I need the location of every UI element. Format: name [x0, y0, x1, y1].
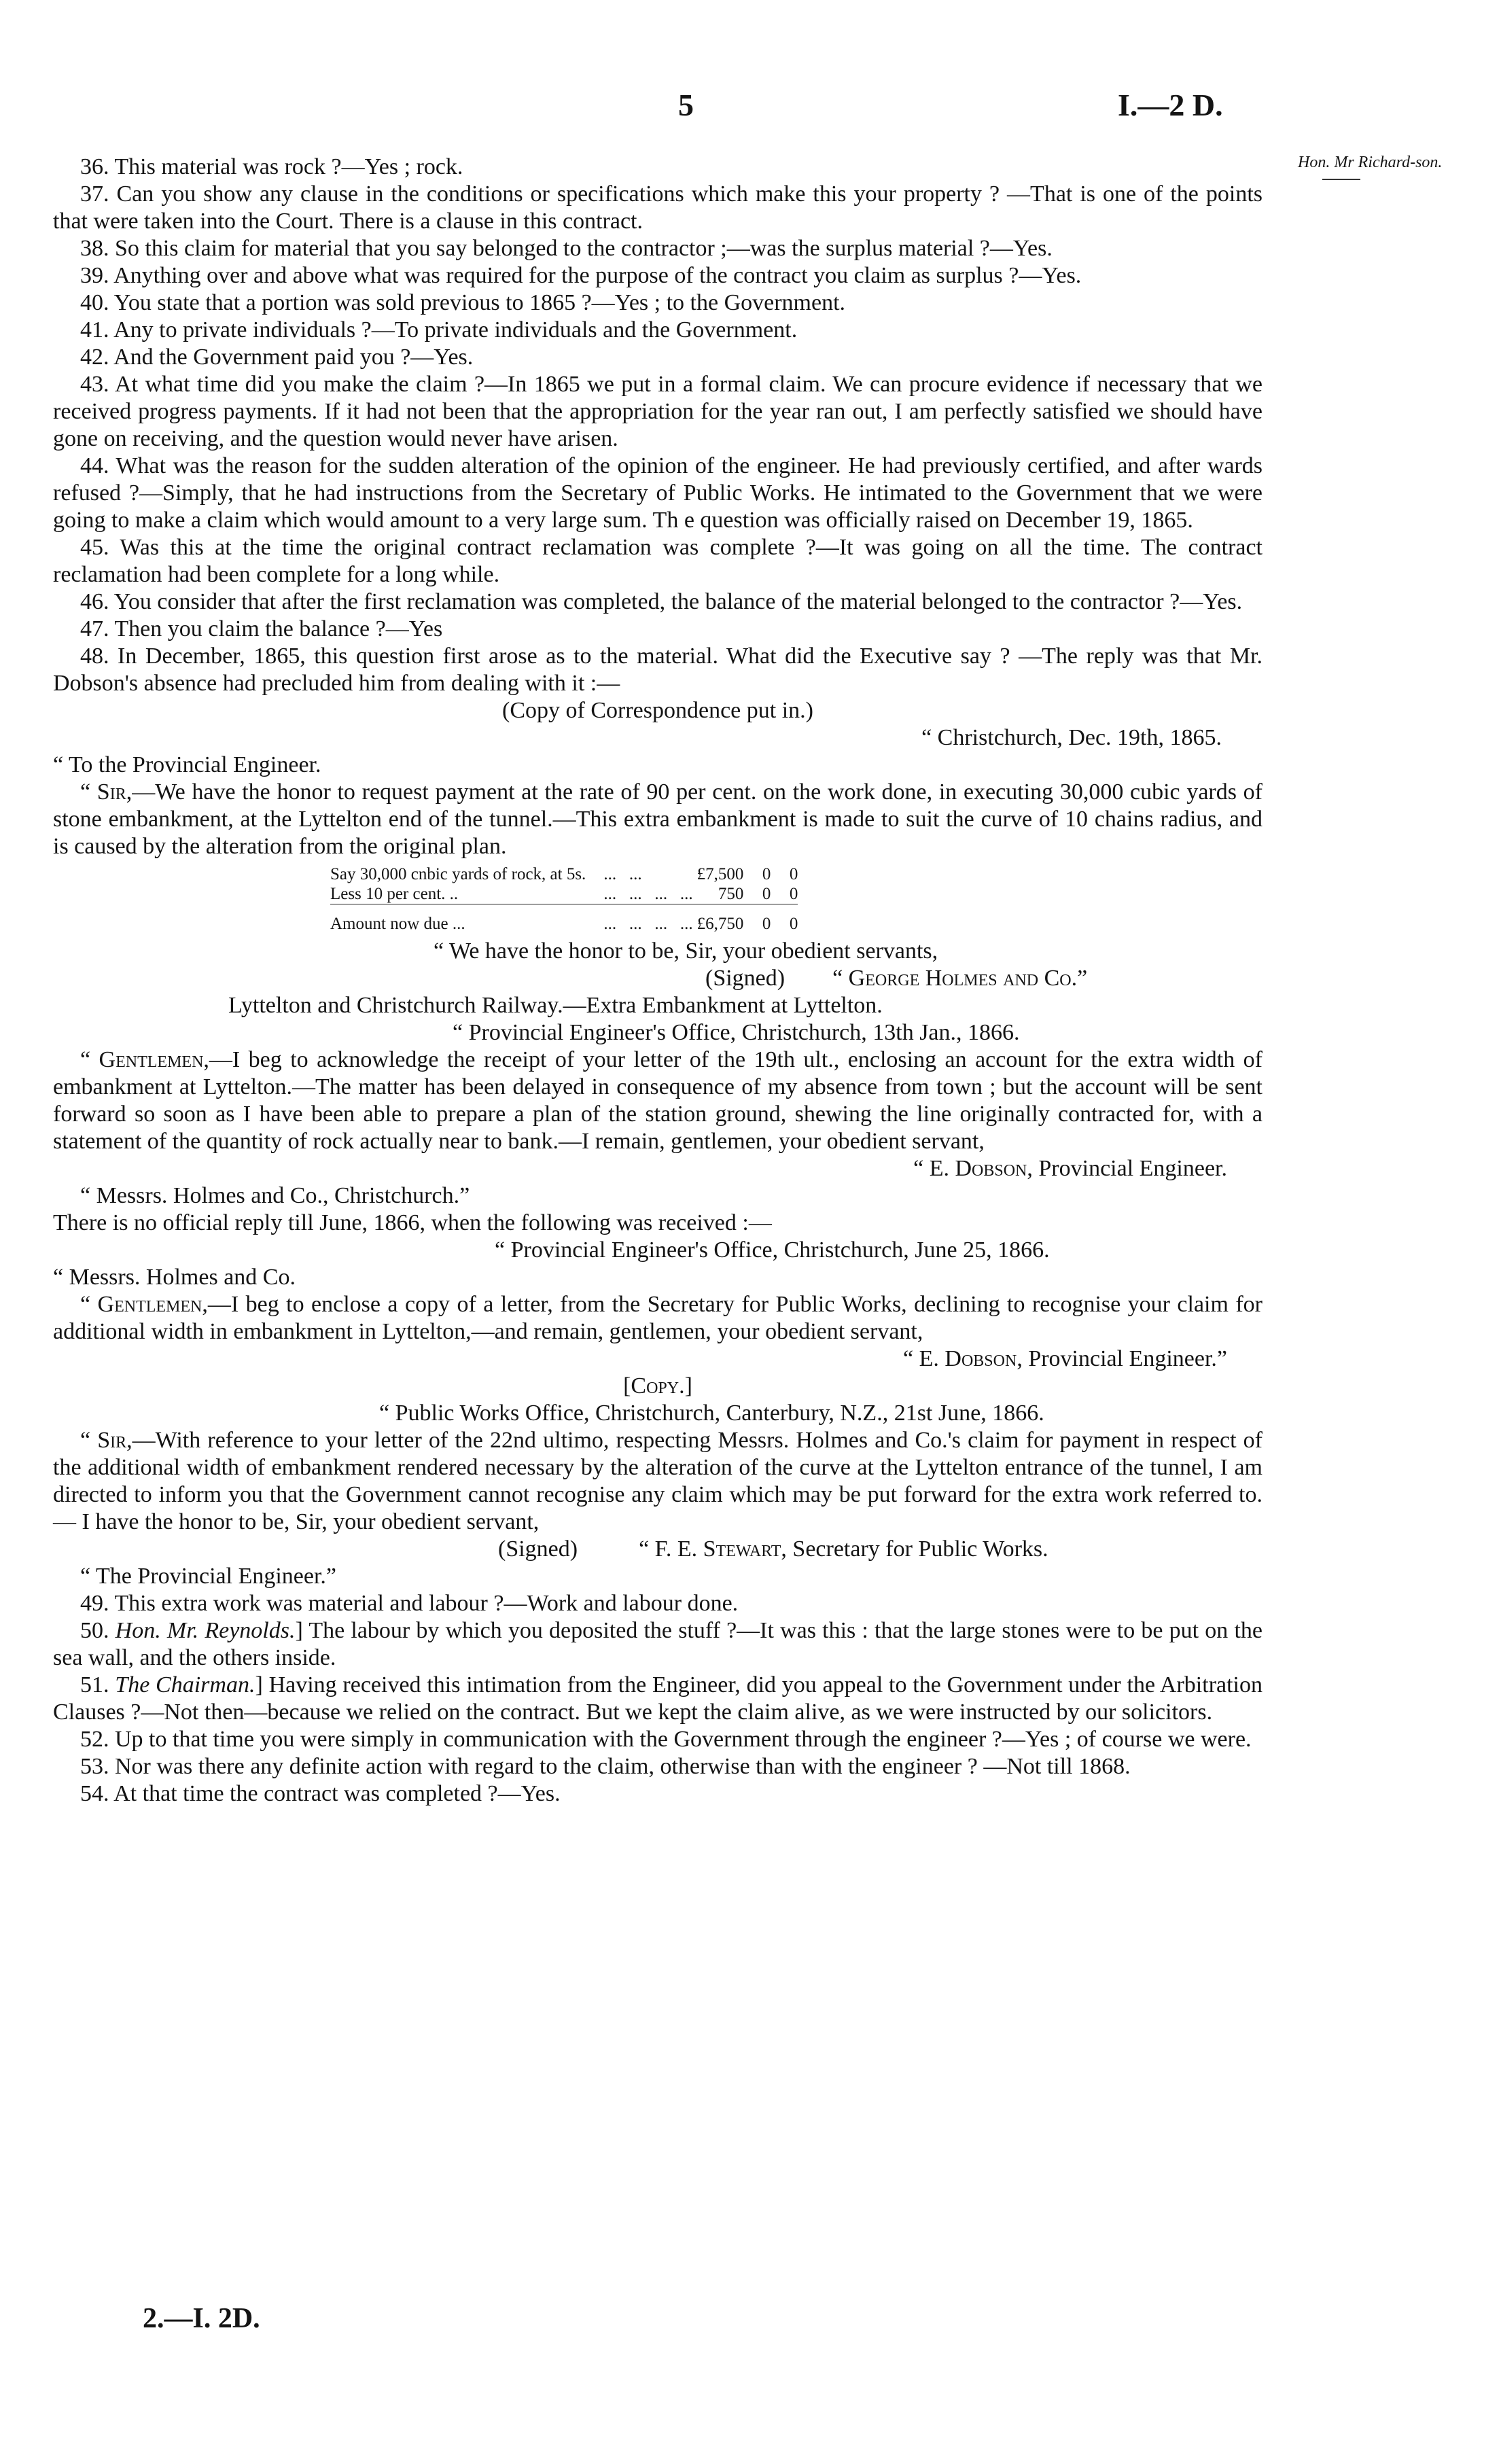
letter3-date: “ Provincial Engineer's Office, Christchurch, June 25, 1866. — [495, 1237, 1050, 1263]
account-shillings: 0 — [762, 915, 771, 933]
page-number: 5 — [678, 88, 694, 122]
letter4-signed: (Signed) — [498, 1536, 578, 1562]
letter1-signatory: “ George Holmes and Co.” — [832, 966, 1088, 991]
q50-speaker: Hon. Mr. Reynolds. — [115, 1618, 296, 1643]
account-label: Say 30,000 cnbic yards of rock, at 5s. — [330, 865, 586, 883]
paragraph-q52: 52. Up to that time you were simply in communication with the Government through the engineer ?—Yes ; of course we were. — [80, 1727, 1252, 1752]
paragraph-q53: 53. Nor was there any definite action with regard to the claim, otherwise than with the engineer ? —Not till 1868. — [80, 1754, 1131, 1779]
letter4-signature — [53, 1536, 1262, 1563]
account-dots: ... ... ... ... — [603, 885, 693, 903]
interlude-text: There is no official reply till June, 1866, when the following was received :— — [53, 1210, 772, 1235]
paragraph-q45: 45. Was this at the time the original contract reclamation was complete ?—It was going on all the time. The contract reclamation had been complete for a long while. — [53, 535, 1262, 587]
letter4-sig-title: , Secretary for Public Works. — [781, 1536, 1048, 1562]
q51-number: 51. — [80, 1672, 116, 1697]
account-dots: ... ... — [603, 865, 642, 883]
q50-number: 50. — [80, 1618, 116, 1643]
letter2-addressee: “ Messrs. Holmes and Co., Christchurch.” — [80, 1183, 470, 1208]
letter3-sig-name: Dobson — [944, 1346, 1017, 1371]
margin-note-text: Hon. Mr Richard-son. — [1298, 154, 1443, 171]
letter3-addressee: “ Messrs. Holmes and Co. — [53, 1265, 296, 1290]
document-reference: I.—2 D. — [1118, 88, 1223, 122]
letter1-signed: (Signed) — [705, 966, 785, 991]
margin-note — [1298, 153, 1468, 180]
account-row — [330, 864, 798, 884]
letter3-body — [53, 1291, 1262, 1345]
paragraph-q54: 54. At that time the contract was completed ?—Yes. — [80, 1781, 561, 1806]
account-row — [330, 884, 798, 904]
account-pounds: £6,750 — [696, 915, 744, 933]
letter3-body-text: —I beg to enclose a copy of a letter, from the Secretary for Public Works, declining to recognise your claim for additional width in embankment in Lyttelton,—and remain, gentlemen, your obedient servant, — [53, 1292, 1262, 1344]
paragraph-q40: 40. You state that a portion was sold previous to 1865 ?—Yes ; to the Government. — [80, 290, 846, 315]
letter2-salutation: “ Gentlemen, — [80, 1047, 209, 1072]
letter2-body-text: —I beg to acknowledge the receipt of your letter of the 19th ult., enclosing an account for the extra width of embankment at Lyttelton.—The matter has been delayed in consequence of my absence from town ; but the account will be sent forward so soon as I have been able to prepare a plan of the station ground, shewing the line originally contracted for, with a statement of the quantity of rock actually near to bank.—I remain, gentlemen, your obedient servant, — [53, 1047, 1262, 1154]
paragraph-q51 — [53, 1672, 1262, 1726]
letter2-sig-prefix: “ E. — [913, 1156, 955, 1181]
account-total-row — [330, 914, 798, 934]
paragraph-q42: 42. And the Government paid you ?—Yes. — [80, 345, 474, 370]
letter2-sig-title: , Provincial Engineer. — [1027, 1156, 1227, 1181]
copy-marker: [Copy.] — [623, 1373, 692, 1398]
account-table — [330, 864, 798, 934]
letter1-body-text: —We have the honor to request payment at the rate of 90 per cent. on the work done, in executing 30,000 cubic yards of stone embankment, at the Lyttelton end of the tunnel.—This extra embankment is made to suit the curve of 10 chains radius, and is caused by the alteration from the original plan. — [53, 779, 1262, 859]
letter4-sig-prefix: “ F. E. — [639, 1536, 703, 1562]
letter3-signature — [53, 1345, 1262, 1373]
q51-text: ] Having received this intimation from the Engineer, did you appeal to the Government under the Arbitration Clauses ?—Not then—because we relied on the contract. But we kept the claim alive, as we were instructed by our solicitors. — [53, 1672, 1262, 1725]
paragraph-q36: 36. This material was rock ?—Yes ; rock. — [80, 154, 463, 179]
signature-mark: 2.—I. 2D. — [143, 2303, 260, 2334]
account-pounds: 750 — [718, 885, 744, 903]
letter4-body-text: —With reference to your letter of the 22nd ultimo, respecting Messrs. Holmes and Co.'s claim for payment in respect of the additional width of embankment rendered necessary by the alteration of the curve at the Lyttelton entrance of the tunnel, I am directed to inform you that the Government cannot recognise any claim which may be put forward for the extra work referred to.— I have the honor to be, Sir, your obedient servant, — [53, 1428, 1263, 1534]
account-label: Less 10 per cent. .. — [330, 885, 459, 903]
letter4-date: “ Public Works Office, Christchurch, Canterbury, N.Z., 21st June, 1866. — [379, 1401, 1044, 1426]
paragraph-q44: 44. What was the reason for the sudden alteration of the opinion of the engineer. He had previously certified, and after wards refused ?—Simply, that he had instructions from the Secretary of Public Works. He intimated to the Government that we were going to make a claim which would amount to a very large sum. Th e question was officially raised on December 19, 1865. — [53, 453, 1262, 533]
letter4-body — [53, 1427, 1262, 1536]
letter3-sig-title: , Provincial Engineer.” — [1017, 1346, 1227, 1371]
letter1-closing: “ We have the honor to be, Sir, your obedient servants, — [434, 938, 938, 964]
paragraph-q43: 43. At what time did you make the claim ?—In 1865 we put in a formal claim. We can procure evidence if necessary that we received progress payments. If it had not been that the appropriation for the year ran out, I am perfectly satisfied we should have gone on receiving, and the question would never have arisen. — [53, 372, 1262, 451]
account-shillings: 0 — [762, 885, 771, 903]
letter1-signature — [53, 965, 1262, 992]
letter2-body — [53, 1046, 1262, 1155]
margin-rule — [1322, 179, 1360, 180]
letter4-salutation: “ Sir, — [80, 1428, 133, 1453]
paragraph-q39: 39. Anything over and above what was required for the purpose of the contract you claim as surplus ?—Yes. — [80, 263, 1082, 288]
letter3-sig-prefix: “ E. — [903, 1346, 945, 1371]
account-label: Amount now due ... — [330, 915, 465, 933]
account-shillings: 0 — [762, 865, 771, 883]
paragraph-q47: 47. Then you claim the balance ?—Yes — [80, 616, 443, 641]
paragraph-q49: 49. This extra work was material and labour ?—Work and labour done. — [80, 1591, 739, 1616]
account-dots: ... ... ... ... — [603, 915, 693, 933]
q51-speaker: The Chairman. — [115, 1672, 255, 1697]
account-pence: 0 — [789, 885, 798, 903]
letter2-signature — [53, 1155, 1262, 1182]
paragraph-q41: 41. Any to private individuals ?—To private individuals and the Government. — [80, 317, 798, 342]
account-rule-row — [330, 904, 798, 915]
letter1-body — [53, 779, 1262, 860]
letter4-sig-name: Stewart — [703, 1536, 781, 1562]
letter2-date: “ Provincial Engineer's Office, Christchurch, 13th Jan., 1866. — [453, 1020, 1020, 1045]
letter3-salutation: “ Gentlemen, — [80, 1292, 208, 1317]
letter2-sig-name: Dobson — [955, 1156, 1027, 1181]
account-pence: 0 — [789, 915, 798, 933]
letter2-heading: Lyttelton and Christchurch Railway.—Extra Embankment at Lyttelton. — [228, 993, 883, 1018]
account-pence: 0 — [789, 865, 798, 883]
letter1-salutation: “ Sir, — [80, 779, 133, 805]
paragraph-q48: 48. In December, 1865, this question first arose as to the material. What did the Executive say ? —The reply was that Mr. Dobson's absence had precluded him from dealing with it :— — [53, 644, 1262, 696]
paragraph-q37: 37. Can you show any clause in the conditions or specifications which make this your property ? —That is one of the points that were taken into the Court. There is a clause in this contract. — [53, 181, 1262, 234]
letter1-addressee: “ To the Provincial Engineer. — [53, 752, 321, 777]
q50-text: ] The labour by which you deposited the stuff ?—It was this : that the large stones were to be put on the sea wall, and the others inside. — [53, 1618, 1263, 1670]
account-pounds: £7,500 — [696, 865, 744, 883]
paragraph-q46: 46. You consider that after the first reclamation was completed, the balance of the material belonged to the contractor ?—Yes. — [80, 589, 1243, 614]
paragraph-q50 — [53, 1617, 1262, 1672]
paragraph-q38: 38. So this claim for material that you say belonged to the contractor ;—was the surplus material ?—Yes. — [80, 236, 1053, 261]
letter4-addressee: “ The Provincial Engineer.” — [80, 1564, 337, 1589]
main-column — [53, 154, 1262, 1808]
letter1-date: “ Christchurch, Dec. 19th, 1865. — [921, 725, 1222, 750]
correspondence-note: (Copy of Correspondence put in.) — [502, 698, 813, 723]
